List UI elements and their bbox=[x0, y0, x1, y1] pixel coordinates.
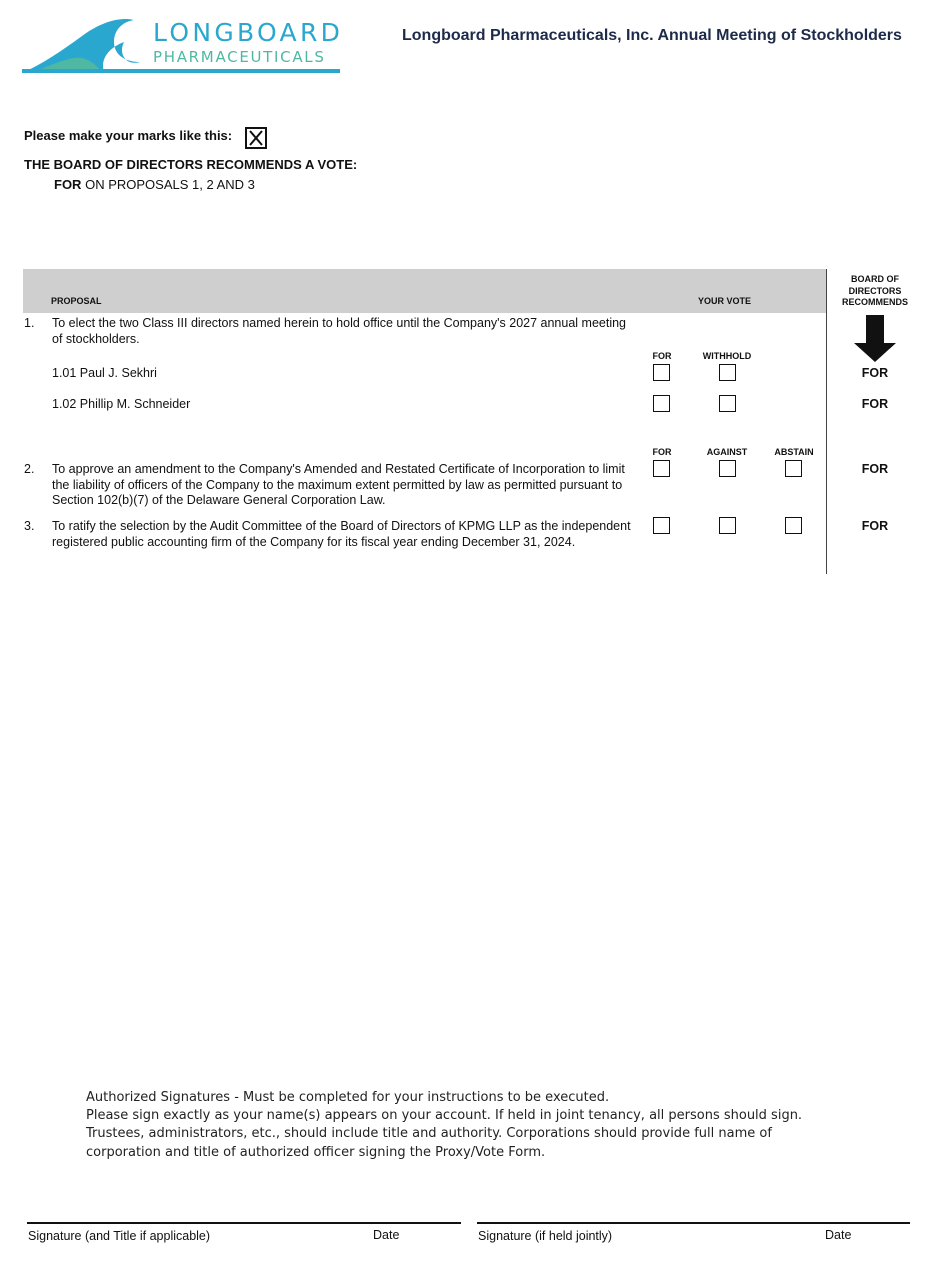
date-2-label: Date bbox=[825, 1228, 852, 1242]
nominee-1-label: 1.01 Paul J. Sekhri bbox=[52, 366, 157, 380]
col-for-header: FOR bbox=[652, 351, 672, 361]
for-bold: FOR bbox=[54, 177, 82, 192]
proposal-1-number: 1. bbox=[24, 316, 35, 330]
page-title: Longboard Pharmaceuticals, Inc. Annual Meeting of Stockholders bbox=[402, 27, 902, 44]
col-for-header-2: FOR bbox=[652, 447, 672, 457]
proposal-2-for-checkbox[interactable] bbox=[653, 460, 670, 477]
signature-2-line[interactable] bbox=[477, 1222, 910, 1224]
proposal-table-header bbox=[23, 269, 827, 313]
signature-2-label: Signature (if held jointly) bbox=[478, 1229, 613, 1243]
nominee-2-withhold-checkbox[interactable] bbox=[719, 395, 736, 412]
nominee-2-recommendation: FOR bbox=[861, 397, 889, 411]
col-against-header: AGAINST bbox=[706, 447, 748, 457]
logo-wordmark: LONGBOARD bbox=[153, 18, 344, 47]
down-arrow-icon bbox=[853, 315, 897, 363]
for-rest: ON PROPOSALS 1, 2 AND 3 bbox=[85, 177, 255, 192]
signature-1-line[interactable] bbox=[27, 1222, 461, 1224]
proposal-2-number: 2. bbox=[24, 462, 35, 476]
mark-instruction: Please make your marks like this: bbox=[24, 128, 233, 143]
proposal-3-abstain-checkbox[interactable] bbox=[785, 517, 802, 534]
nominee-2-for-checkbox[interactable] bbox=[653, 395, 670, 412]
proposal-3-for-checkbox[interactable] bbox=[653, 517, 670, 534]
proposal-2-against-checkbox[interactable] bbox=[719, 460, 736, 477]
board-recommendation-summary bbox=[54, 177, 255, 192]
proposal-2-recommendation: FOR bbox=[861, 462, 889, 476]
date-1-label: Date bbox=[373, 1228, 400, 1242]
proposal-2-abstain-checkbox[interactable] bbox=[785, 460, 802, 477]
authorization-line-1: Authorized Signatures - Must be completed for your instructions to be executed. bbox=[86, 1090, 610, 1105]
proposal-3-number: 3. bbox=[24, 519, 35, 533]
col-abstain-header: ABSTAIN bbox=[774, 447, 814, 457]
column-divider bbox=[826, 269, 827, 574]
header-your-vote: YOUR VOTE bbox=[698, 296, 752, 306]
nominee-1-recommendation: FOR bbox=[861, 366, 889, 380]
signature-1-label: Signature (and Title if applicable) bbox=[28, 1229, 211, 1243]
proposal-3-against-checkbox[interactable] bbox=[719, 517, 736, 534]
nominee-2-label: 1.02 Phillip M. Schneider bbox=[52, 397, 191, 411]
nominee-1-withhold-checkbox[interactable] bbox=[719, 364, 736, 381]
header-board-recommends: BOARD OF DIRECTORS RECOMMENDS bbox=[841, 274, 908, 307]
col-withhold-header: WITHHOLD bbox=[702, 351, 752, 361]
proposal-1-text: To elect the two Class III directors named herein to hold office until the Company's 2027 annual meeting of stockholders. bbox=[52, 316, 627, 346]
proposal-3-text: To ratify the selection by the Audit Committee of the Board of Directors of KPMG LLP as the independent registered public accounting firm of the Company for its fiscal year ending December 31, 2024. bbox=[52, 519, 631, 549]
mark-example-box bbox=[245, 127, 267, 149]
logo-subtitle: PHARMACEUTICALS bbox=[153, 48, 326, 66]
proposal-2-text: To approve an amendment to the Company's Amended and Restated Certificate of Incorporation to limit the liability of officers of the Company to the maximum extent permitted by law as permitted pursuant to Section 102(b)(7) of the Delaware General Corporation Law. bbox=[52, 462, 625, 507]
authorization-notice bbox=[86, 1089, 846, 1162]
proposal-3-recommendation: FOR bbox=[861, 519, 889, 533]
header-proposal: PROPOSAL bbox=[51, 296, 102, 306]
x-mark-icon bbox=[247, 129, 265, 147]
board-recommendation-heading: THE BOARD OF DIRECTORS RECOMMENDS A VOTE: bbox=[24, 157, 358, 172]
nominee-1-for-checkbox[interactable] bbox=[653, 364, 670, 381]
authorization-line-2: Please sign exactly as your name(s) appears on your account. If held in joint tenancy, all persons should sign. Trustees, administrators, etc., should include title and authority. Corporations should provide full name of corporation and title of authorized officer signing the Proxy/Vote Form. bbox=[86, 1108, 803, 1160]
